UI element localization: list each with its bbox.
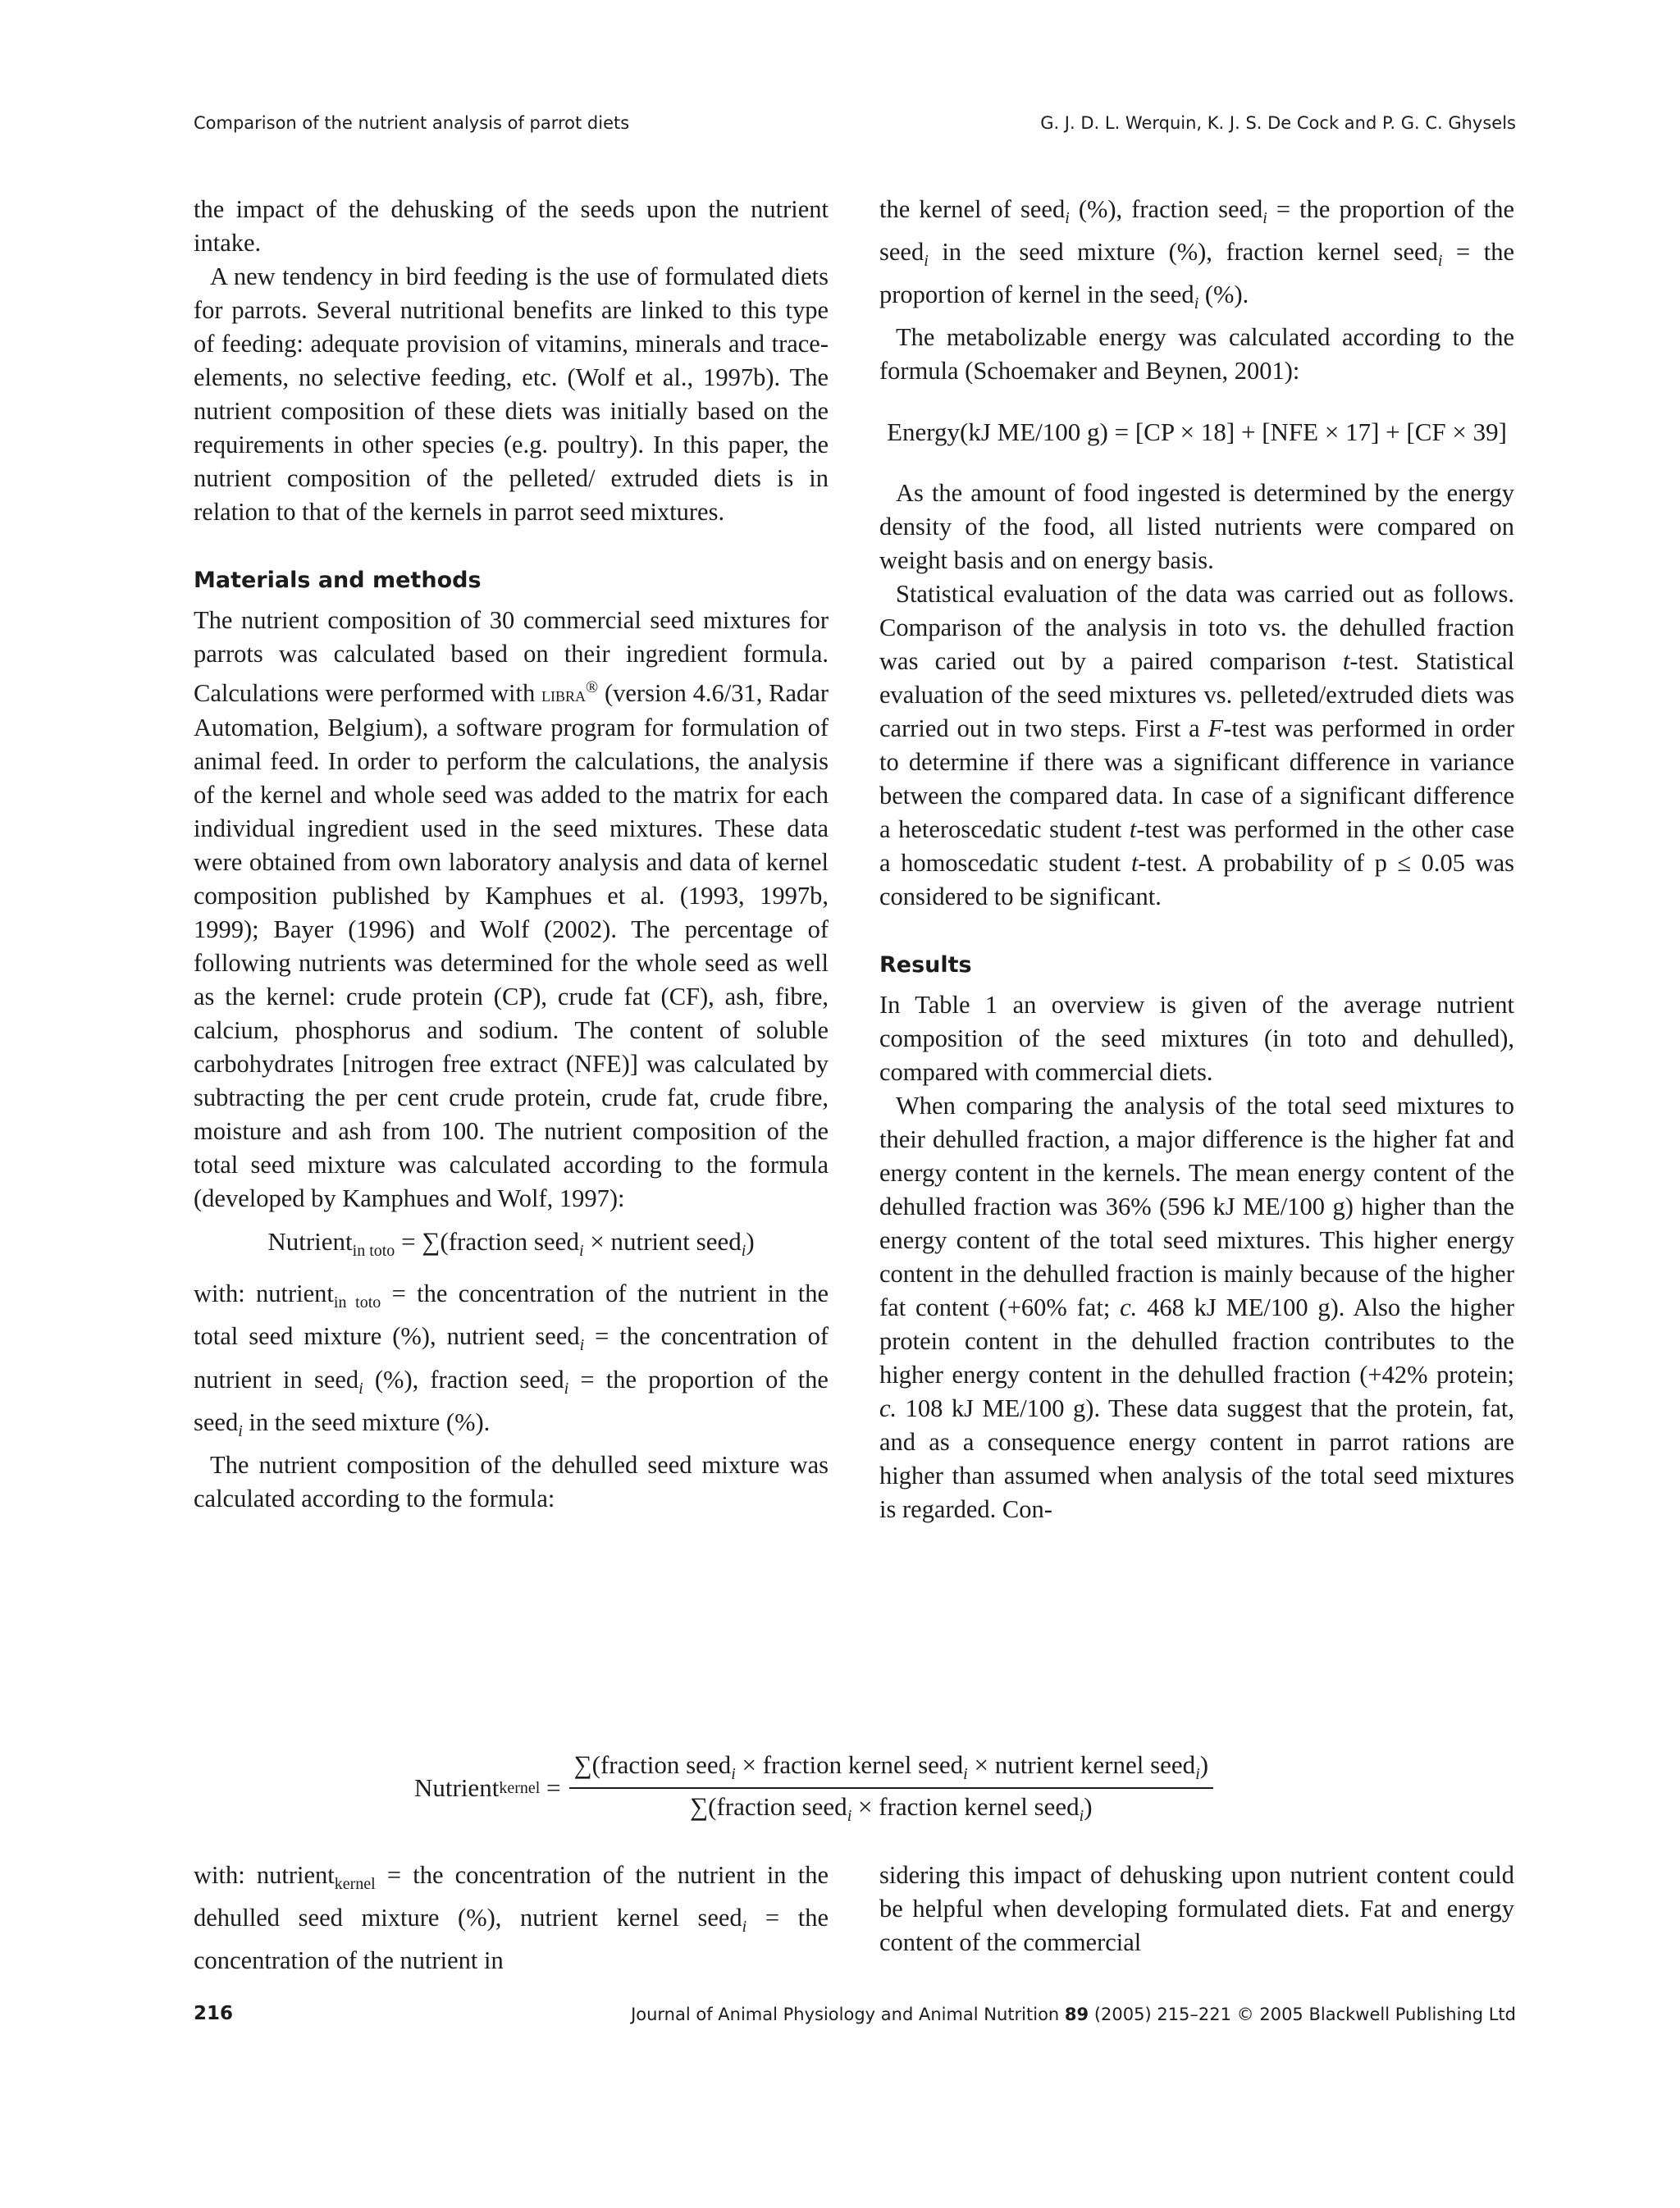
left-column bbox=[194, 193, 829, 1516]
equation-in-toto: Nutrient$_{in toto}$ = ∑(fraction seed$_i$ × nutrient seed$_i$) bbox=[267, 1227, 755, 1261]
equation-numerator: ∑(fraction seed$_i$ × fraction kernel seed$_i$ × nutrient kernel seed$_i$) bbox=[569, 1750, 1214, 1789]
section-heading-results: Results bbox=[879, 952, 972, 979]
paragraph-results: When comparing the analysis of the total seed mixtures to their dehulled fraction, a major difference is the higher fat and energy content in the kernels. The mean energy content of the dehulled fraction was 36% (596 kJ ME/100 g) higher than the energy content of the total seed mixtures. This higher energy content in the dehulled fraction is mainly because of the higher fat content (+60% fat; c. 468 kJ ME/100 g). Also the higher protein content in the dehulled fraction contributes to the higher energy content in the dehulled fraction (+42% protein; c. 108 kJ ME/100 g). These data suggest that the protein, fat, and as a consequence energy content in parrot rations are higher than assumed when analysis of the total seed mixtures is regarded. Con- bbox=[879, 1092, 1514, 1524]
equation-energy: Energy(kJ ME/100 g) = [CP × 18] + [NFE × 17] + [CF × 39] bbox=[887, 417, 1507, 447]
left-column-bottom bbox=[194, 1859, 829, 1978]
paragraph-statistics: Statistical evaluation of the data was carried out as follows. Comparison of the analysis in toto vs. the dehulled fraction was caried out by a paired comparison t-test. Statistical evaluation of the seed mixtures vs. pelleted/extruded diets was carried out in two steps. First a F-test was performed in order to determine if there was a significant difference in variance between the compared data. In case of a significant difference a heteroscedatic student t-test was performed in the other case a homoscedatic student t-test. A probability of p ≤ 0.05 was considered to be significant. bbox=[879, 580, 1514, 911]
right-column bbox=[879, 193, 1514, 1526]
paragraph: As the amount of food ingested is determined by the energy density of the food, all listed nutrients were compared on weight basis and on energy basis. bbox=[879, 479, 1514, 575]
paragraph: sidering this impact of dehusking upon nutrient content could be helpful when developing formulated diets. Fat and energy content of the commercial bbox=[879, 1861, 1514, 1956]
paragraph: In Table 1 an overview is given of the average nutrient composition of the seed mixtures (in toto and dehulled), compared with commercial diets. bbox=[879, 991, 1514, 1087]
paragraph: The metabolizable energy was calculated according to the formula (Schoemaker and Beynen, 2001): bbox=[879, 323, 1514, 385]
libra-software-name: libra bbox=[541, 682, 587, 707]
equation-denominator: ∑(fraction seed$_i$ × fraction kernel seed$_i$) bbox=[690, 1792, 1093, 1826]
journal-citation: Journal of Animal Physiology and Animal Nutrition 89 (2005) 215–221 © 2005 Blackwell Publishing Ltd bbox=[631, 2005, 1516, 2024]
running-header-title: Comparison of the nutrient analysis of parrot diets bbox=[194, 113, 630, 133]
paragraph: The nutrient composition of the dehulled seed mixture was calculated according to the formula: bbox=[194, 1450, 829, 1512]
paragraph: A new tendency in bird feeding is the use of formulated diets for parrots. Several nutritional benefits are linked to this type of feeding: adequate provision of vitamins, minerals and trace-elements, no selective feeding, etc. (Wolf et al., 1997b). The nutrient composition of these diets was initially based on the requirements in other species (e.g. poultry). In this paper, the nutrient composition of the pelleted/ extruded diets is in relation to that of the kernels in parrot seed mixtures. bbox=[194, 262, 829, 526]
paragraph-kernel-definitions: the kernel of seed$_i$ (%), fraction seed$_i$ = the proportion of the seed$_i$ in the seed mixture (%), fraction kernel seed$_i$ = the proportion of kernel in the seed$_i$ (%). bbox=[879, 195, 1514, 313]
section-heading-methods: Materials and methods bbox=[194, 568, 482, 593]
paragraph: with: nutrient$_{kernel}$ = the concentration of the nutrient in the dehulled seed mixture (%), nutrient kernel seed$_i$ = the concentration of the nutrient in bbox=[194, 1861, 829, 1975]
right-column-bottom bbox=[879, 1859, 1514, 1959]
running-header-authors: G. J. D. L. Werquin, K. J. S. De Cock and P. G. C. Ghysels bbox=[1040, 113, 1516, 133]
page-number: 216 bbox=[194, 2003, 234, 2024]
paragraph-methods: The nutrient composition of 30 commercial seed mixtures for parrots was calculated based on their ingredient formula. Calculations were performed with libra® (version 4.6/31, Radar Automation, Belgium), a software program for formulation of animal feed. In order to perform the calculations, the analysis of the kernel and whole seed was added to the matrix for each individual ingredient used in the seed mixtures. These data were obtained from own laboratory analysis and data of kernel composition published by Kamphues et al. (1993, 1997b, 1999); Bayer (1996) and Wolf (2002). The percentage of following nutrients was determined for the whole seed as well as the kernel: crude protein (CP), crude fat (CF), ash, fibre, calcium, phosphorus and sodium. The content of soluble carbohydrates [nitrogen free extract (NFE)] was calculated by subtracting the per cent crude protein, crude fat, crude fibre, moisture and ash from 100. The nutrient composition of the total seed mixture was calculated according to the formula (developed by Kamphues and Wolf, 1997): bbox=[194, 606, 829, 1213]
equation-kernel: Nutrient kernel = ∑(fraction seed$_i$ × fraction kernel seed$_i$ × nutrient kernel seed$_i$) ∑(fraction seed$_i$ × fraction kernel seed$_i$) bbox=[414, 1750, 1213, 1826]
paragraph-definitions: with: nutrient$_{in toto}$ = the concentration of the nutrient in the total seed mixture (%), nutrient seed$_i$ = the concentration of nutrient in seed$_i$ (%), fraction seed$_i$ = the proportion of the seed$_i$ in the seed mixture (%). bbox=[194, 1280, 829, 1440]
paragraph: the impact of the dehusking of the seeds upon the nutrient intake. bbox=[194, 195, 829, 257]
